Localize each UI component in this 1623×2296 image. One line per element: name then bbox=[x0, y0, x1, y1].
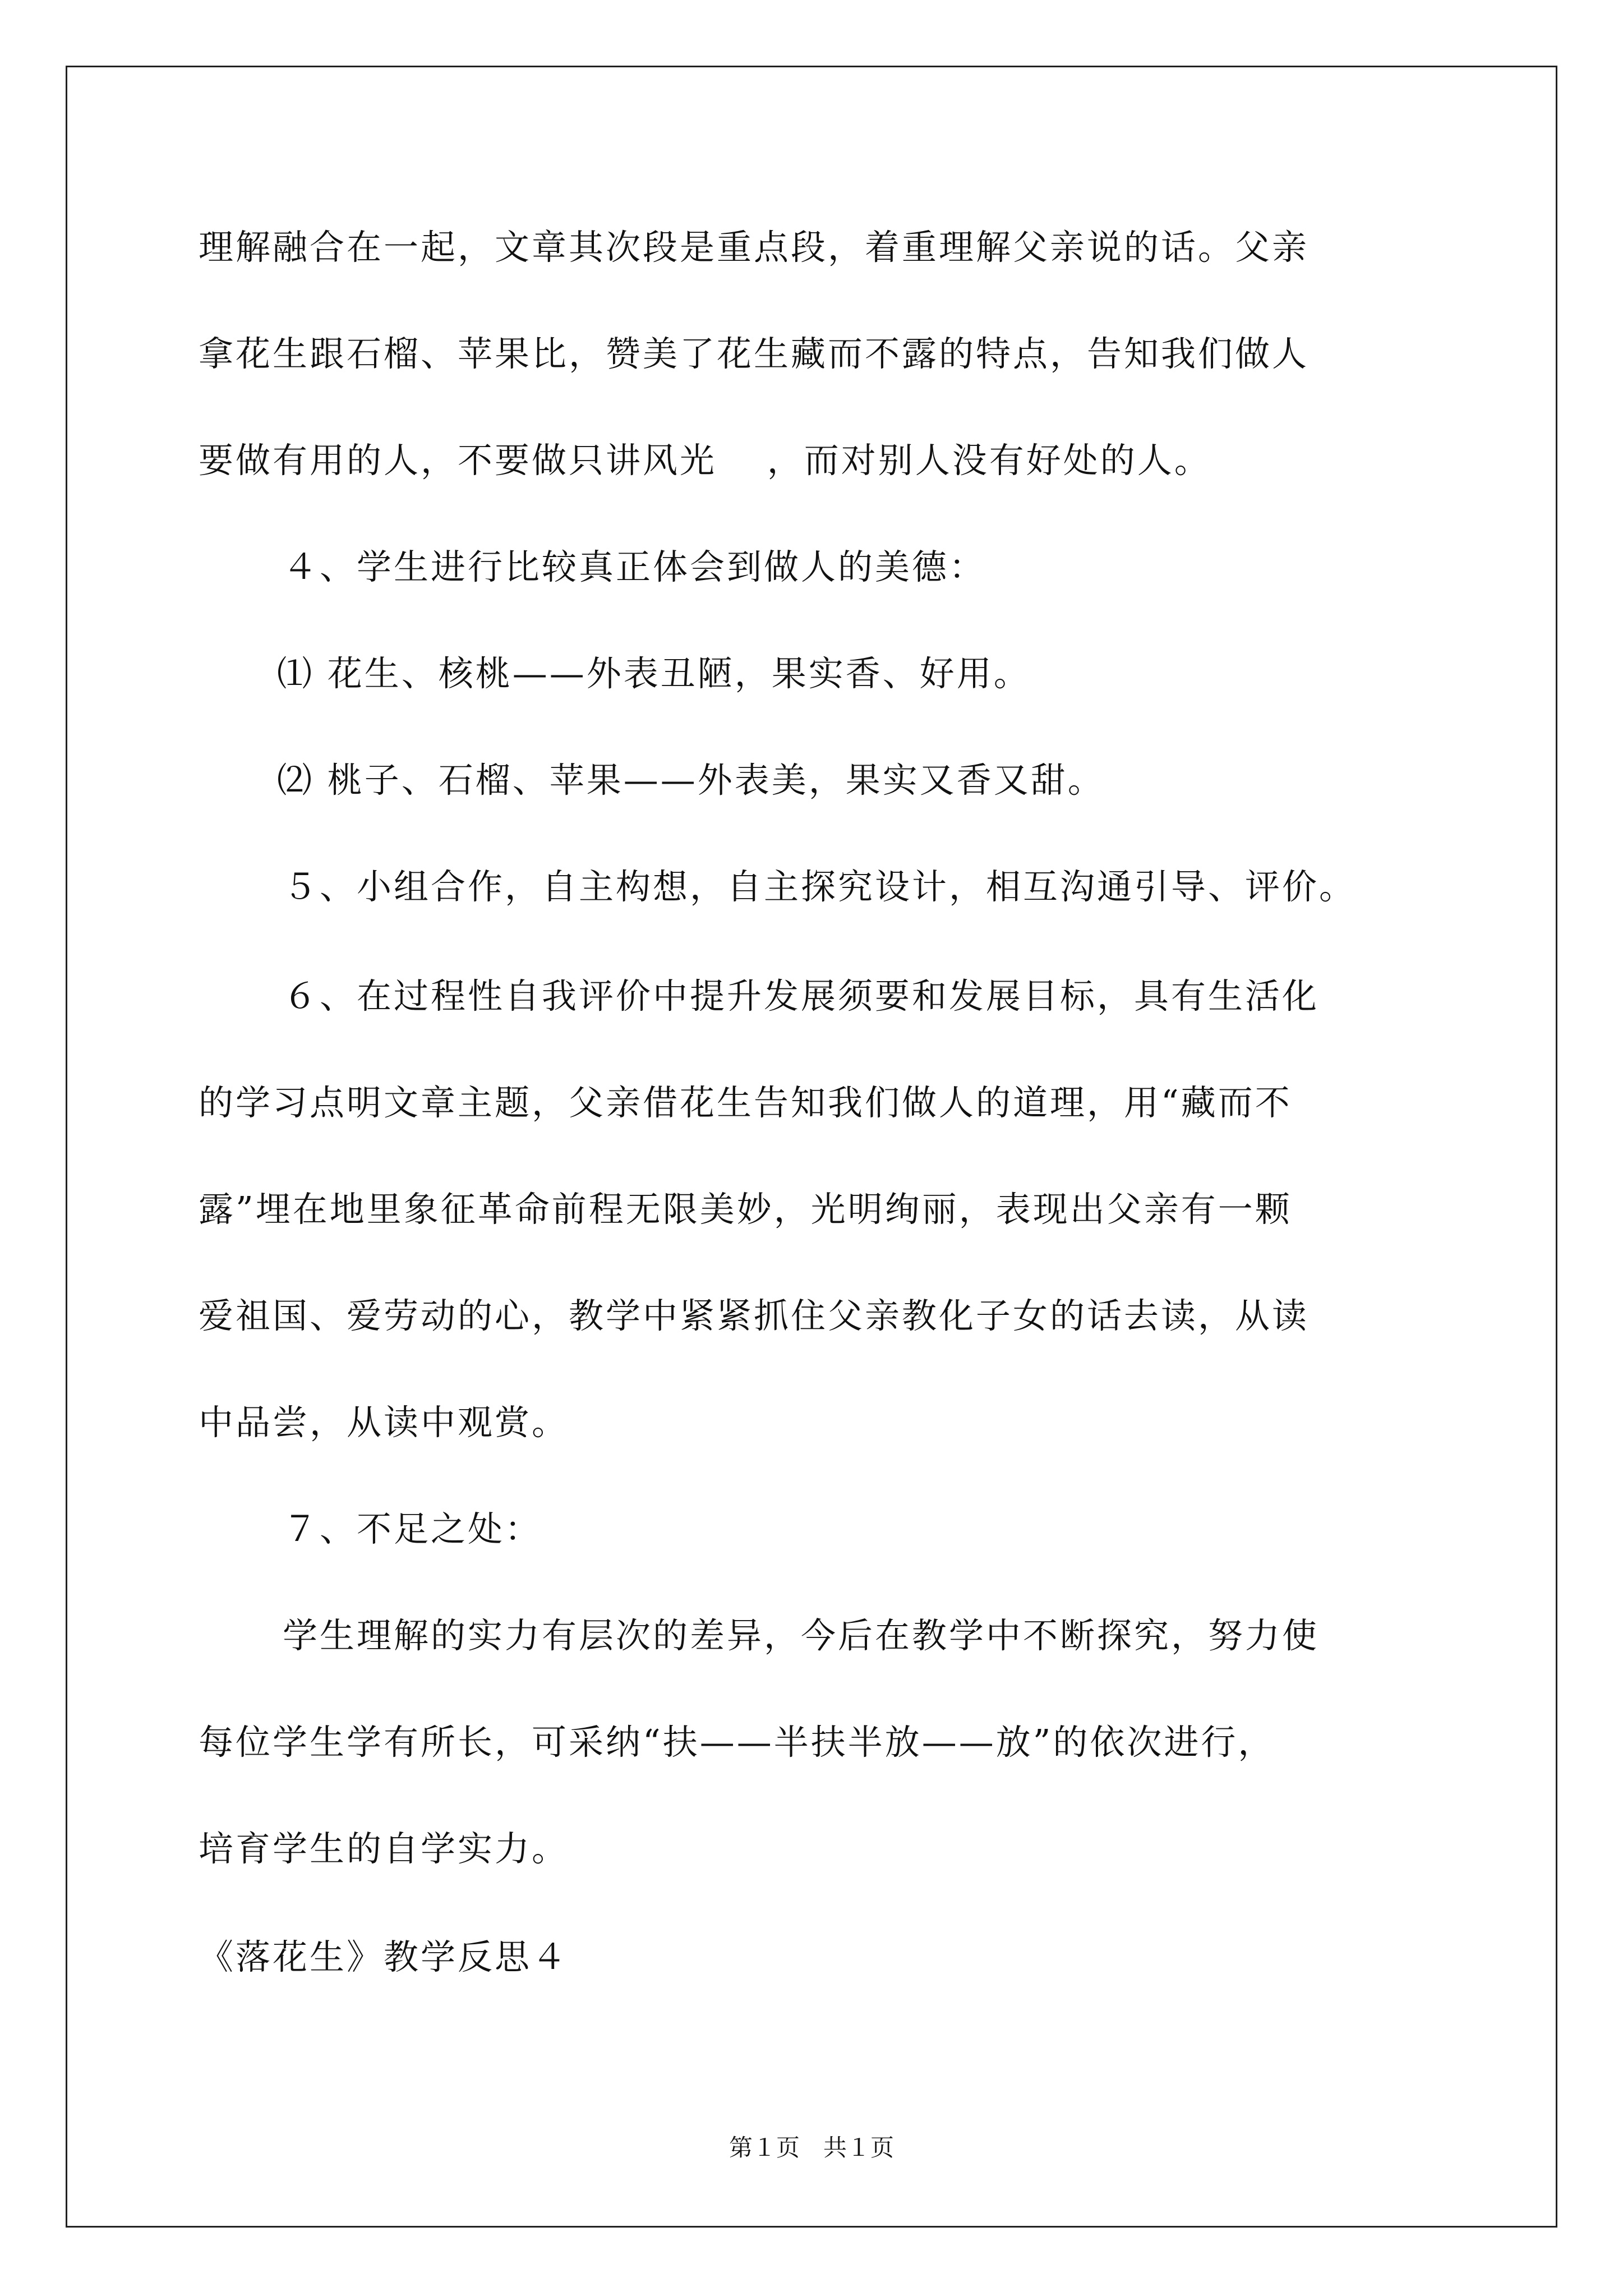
paragraph-line-5: ⑴ 花生、核桃——外表丑陋，果实香、好用。 bbox=[277, 653, 1031, 694]
paragraph-line-15: 每位学生学有所长，可采纳“扶——半扶半放——放”的依次进行， bbox=[199, 1722, 1275, 1763]
section-heading: 《落花生》教学反思４ bbox=[199, 1936, 569, 1977]
paragraph-line-11: 爱祖国、爱劳动的心，教学中紧紧抓住父亲教化子女的话去读，从读 bbox=[199, 1295, 1310, 1336]
paragraph-line-2: 拿花生跟石榴、苹果比，赞美了花生藏而不露的特点，告知我们做人 bbox=[199, 333, 1310, 374]
paragraph-line-4: ４、学生进行比较真正体会到做人的美德： bbox=[283, 546, 986, 587]
paragraph-line-8: ６、在过程性自我评价中提升发展须要和发展目标，具有生活化 bbox=[283, 976, 1320, 1016]
paragraph-line-6: ⑵ 桃子、石榴、苹果——外表美，果实又香又甜。 bbox=[277, 760, 1105, 800]
paragraph-line-14: 学生理解的实力有层次的差异，今后在教学中不断探究，努力使 bbox=[283, 1615, 1320, 1656]
paragraph-line-10: 露”埋在地里象征革命前程无限美妙，光明绚丽，表现出父亲有一颗 bbox=[199, 1189, 1292, 1230]
paragraph-line-7: ５、小组合作，自主构想，自主探究设计，相互沟通引导、评价。 bbox=[283, 866, 1357, 907]
paragraph-line-1: 理解融合在一起，文章其次段是重点段，着重理解父亲说的话。父亲 bbox=[199, 227, 1310, 268]
paragraph-line-12: 中品尝，从读中观赏。 bbox=[199, 1402, 569, 1443]
paragraph-line-3: 要做有用的人，不要做只讲风光 ，而对别人没有好处的人。 bbox=[199, 440, 1211, 481]
paragraph-line-13: ７、不足之处： bbox=[283, 1508, 542, 1549]
paragraph-line-16: 培育学生的自学实力。 bbox=[199, 1828, 569, 1869]
page-footer: 第１页 共１页 bbox=[728, 2134, 894, 2161]
page-border bbox=[66, 66, 1557, 2228]
paragraph-line-9: 的学习点明文章主题，父亲借花生告知我们做人的道理，用“藏而不 bbox=[199, 1082, 1292, 1123]
